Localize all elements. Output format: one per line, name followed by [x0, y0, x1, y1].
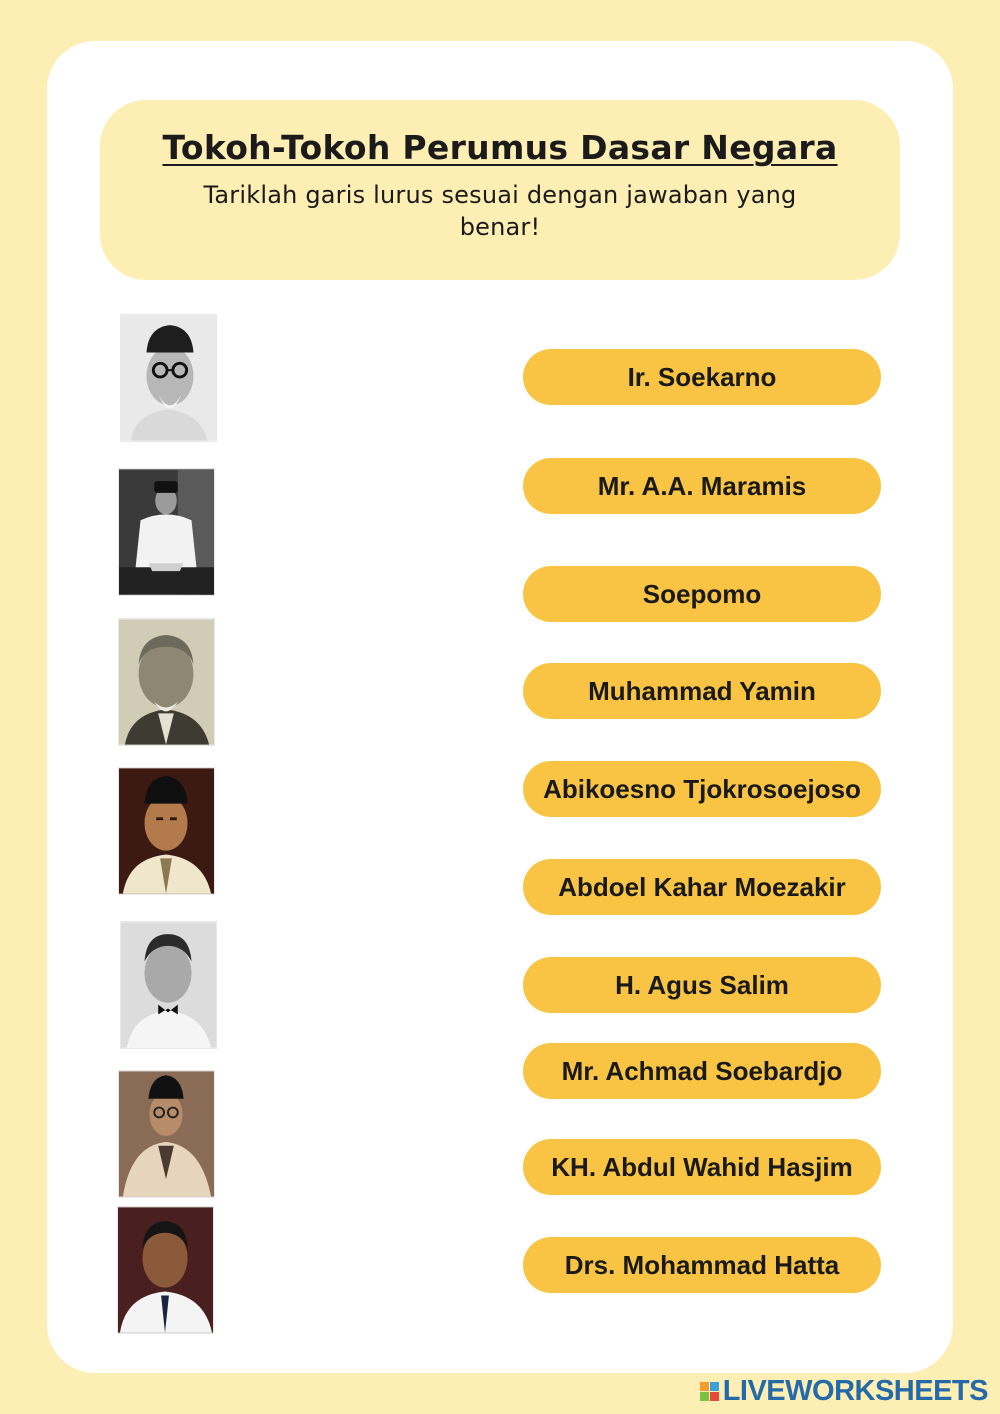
liveworksheets-logo-icon	[700, 1382, 719, 1401]
portrait-3-image	[119, 619, 214, 745]
portrait-5[interactable]	[120, 921, 217, 1049]
portrait-6-image	[119, 1071, 214, 1197]
portrait-1[interactable]	[120, 314, 217, 442]
brand-text: LIVEWORKSHEETS	[722, 1374, 988, 1407]
header-panel	[100, 100, 900, 280]
portrait-1-image	[121, 315, 216, 441]
portrait-7-image	[118, 1207, 213, 1333]
portrait-5-image	[121, 922, 216, 1048]
answer-option-2[interactable]: Mr. A.A. Maramis	[523, 458, 881, 514]
liveworksheets-brand[interactable]	[700, 1373, 988, 1409]
portrait-7[interactable]	[117, 1206, 214, 1334]
answer-option-8[interactable]: Mr. Achmad Soebardjo	[523, 1043, 881, 1099]
portrait-4-image	[119, 768, 214, 894]
portrait-6[interactable]	[118, 1070, 215, 1198]
instruction-text: Tariklah garis lurus sesuai dengan jawaban yang benar!	[203, 181, 797, 241]
answer-option-4[interactable]: Muhammad Yamin	[523, 663, 881, 719]
answer-option-9[interactable]: KH. Abdul Wahid Hasjim	[523, 1139, 881, 1195]
answer-option-10[interactable]: Drs. Mohammad Hatta	[523, 1237, 881, 1293]
portrait-3[interactable]	[118, 618, 215, 746]
answer-option-1[interactable]: Ir. Soekarno	[523, 349, 881, 405]
answer-option-7[interactable]: H. Agus Salim	[523, 957, 881, 1013]
answer-option-5[interactable]: Abikoesno Tjokrosoejoso	[523, 761, 881, 817]
answer-option-6[interactable]: Abdoel Kahar Moezakir	[523, 859, 881, 915]
portrait-2[interactable]	[118, 468, 215, 596]
answer-option-3[interactable]: Soepomo	[523, 566, 881, 622]
portrait-2-image	[119, 469, 214, 595]
portrait-4[interactable]	[118, 767, 215, 895]
page-title: Tokoh-Tokoh Perumus Dasar Negara	[162, 128, 838, 167]
